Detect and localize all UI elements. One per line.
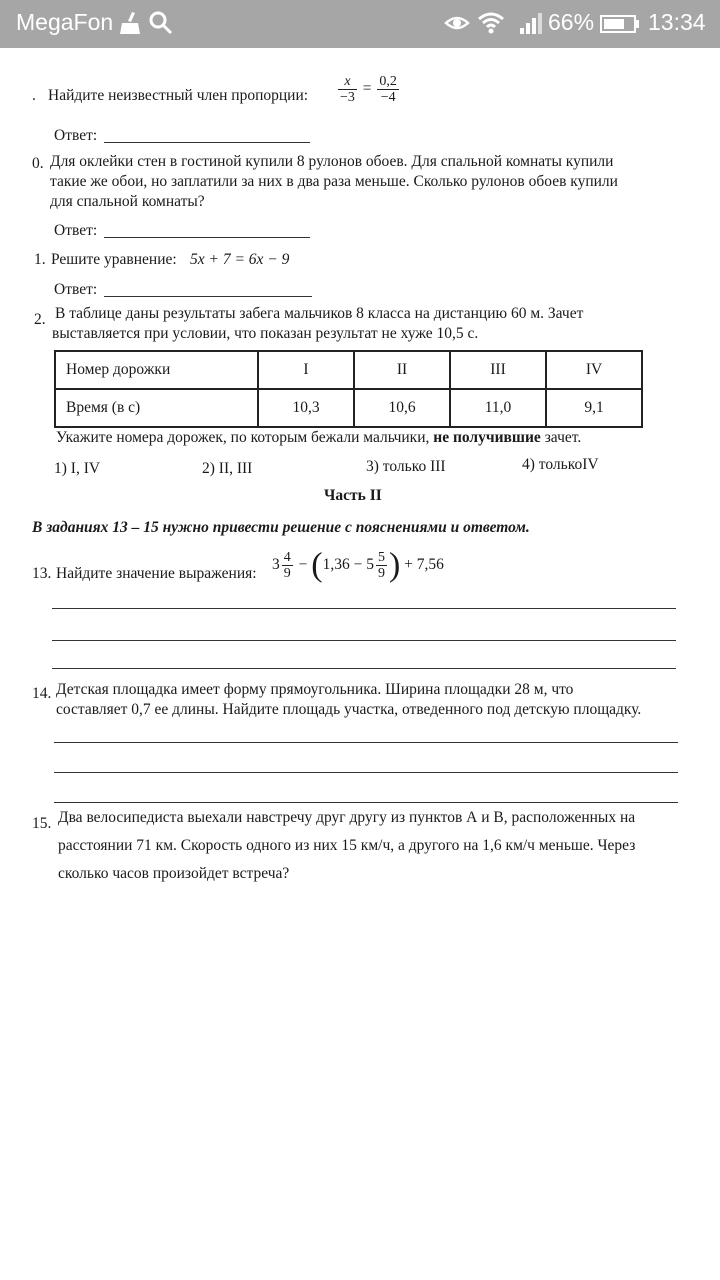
search-icon[interactable]: [148, 10, 174, 36]
q10-number: 0.: [32, 155, 44, 172]
part2-instruction: В заданиях 13 – 15 нужно привести решение с пояснениями и ответом.: [32, 519, 530, 536]
q12-line2: выставляется при условии, что показан результат не хуже 10,5 с.: [52, 325, 479, 342]
q13-number: 13.: [32, 565, 52, 582]
q11-text: Решите уравнение:: [51, 251, 177, 268]
q12-number: 2.: [34, 311, 46, 328]
q9-number: .: [32, 87, 36, 104]
table-cell: 10,6: [354, 389, 450, 427]
q11-number: 1.: [34, 251, 46, 268]
q9-answer-label: Ответ:: [54, 127, 98, 144]
table-cell: IV: [546, 351, 642, 389]
table-row: [55, 389, 642, 427]
table-cell: III: [450, 351, 546, 389]
q13-text: Найдите значение выражения:: [56, 565, 257, 582]
table-cell: 9,1: [546, 389, 642, 427]
q9-answer-line: [104, 142, 310, 143]
table-cell: Время (в с): [55, 389, 258, 427]
part2-title: Часть II: [324, 487, 382, 504]
q15-line1: Два велосипедиста выехали навстречу друг другу из пунктов А и В, расположенных на: [58, 809, 636, 826]
table-cell: 10,3: [258, 389, 354, 427]
q10-answer-line: [104, 237, 310, 238]
q14-solution-line-2: [54, 772, 678, 773]
q9-fraction-left: $\frac{x}{-3}$: [340, 74, 355, 105]
q12-option-2: 2) II, III: [202, 460, 253, 477]
q11-answer-line: [104, 296, 312, 297]
results-table: [54, 350, 643, 428]
q12-question: Укажите номера дорожек, по которым бежали мальчики, не получившие зачет.: [56, 429, 582, 446]
q14-line1: Детская площадка имеет форму прямоугольника. Ширина площадки 28 м, что: [56, 681, 574, 698]
q11-equation: 5x + 7 = 6x − 9: [190, 251, 290, 268]
cleaner-icon: [118, 10, 142, 36]
battery-percent: 66%: [548, 9, 595, 35]
q14-solution-line-3: [54, 802, 678, 803]
q13-solution-line-2: [52, 640, 676, 641]
table-cell: Номер дорожки: [55, 351, 258, 389]
q12-line1: В таблице даны результаты забега мальчиков 8 класса на дистанцию 60 м. Зачет: [55, 305, 584, 322]
table-cell: I: [258, 351, 354, 389]
q12-option-1: 1) I, IV: [54, 460, 101, 477]
table-row: [55, 351, 642, 389]
status-bar: [0, 0, 720, 48]
wifi-icon: [476, 10, 506, 36]
q9-fraction-right: $\frac{0,2}{-4}$: [379, 74, 397, 105]
q10-line1: Для оклейки стен в гостиной купили 8 рулонов обоев. Для спальной комнаты купили: [50, 153, 614, 170]
q12-option-4: 4) толькоIV: [522, 456, 599, 473]
q10-answer-label: Ответ:: [54, 222, 98, 239]
q15-number: 15.: [32, 815, 52, 832]
q14-number: 14.: [32, 685, 52, 702]
q15-line3: сколько часов произойдет встреча?: [58, 865, 290, 882]
q13-solution-line-1: [52, 608, 676, 609]
q14-solution-line-1: [54, 742, 678, 743]
battery-icon: [600, 14, 640, 34]
q9-text: Найдите неизвестный член пропорции:: [48, 87, 309, 104]
eye-icon: [444, 10, 470, 36]
q12-option-3: 3) только III: [366, 458, 446, 475]
signal-icon: [518, 10, 544, 36]
q13-solution-line-3: [52, 668, 676, 669]
q14-line2: составляет 0,7 ее длины. Найдите площадь участка, отведенного под детскую площадку.: [56, 701, 642, 718]
table-cell: 11,0: [450, 389, 546, 427]
carrier-name: MegaFon: [16, 9, 114, 35]
q10-line2: такие же обои, но заплатили за них в два раза меньше. Сколько рулонов обоев купили: [50, 173, 618, 190]
q11-answer-label: Ответ:: [54, 281, 98, 298]
q9-proportion: $\frac{x}{-3}$ = $\frac{0,2}{-4}$: [340, 74, 397, 105]
q10-line3: для спальной комнаты?: [50, 193, 205, 210]
q15-line2: расстоянии 71 км. Скорость одного из них 15 км/ч, а другого на 1,6 км/ч меньше. Через: [58, 837, 636, 854]
q13-expression: 3 $\frac{4}{9}$ − (1,36 − 5 $\frac{5}{9}$ ) + 7,56: [272, 546, 444, 584]
table-cell: II: [354, 351, 450, 389]
worksheet-page: [0, 48, 720, 1280]
clock: 13:34: [648, 9, 706, 35]
